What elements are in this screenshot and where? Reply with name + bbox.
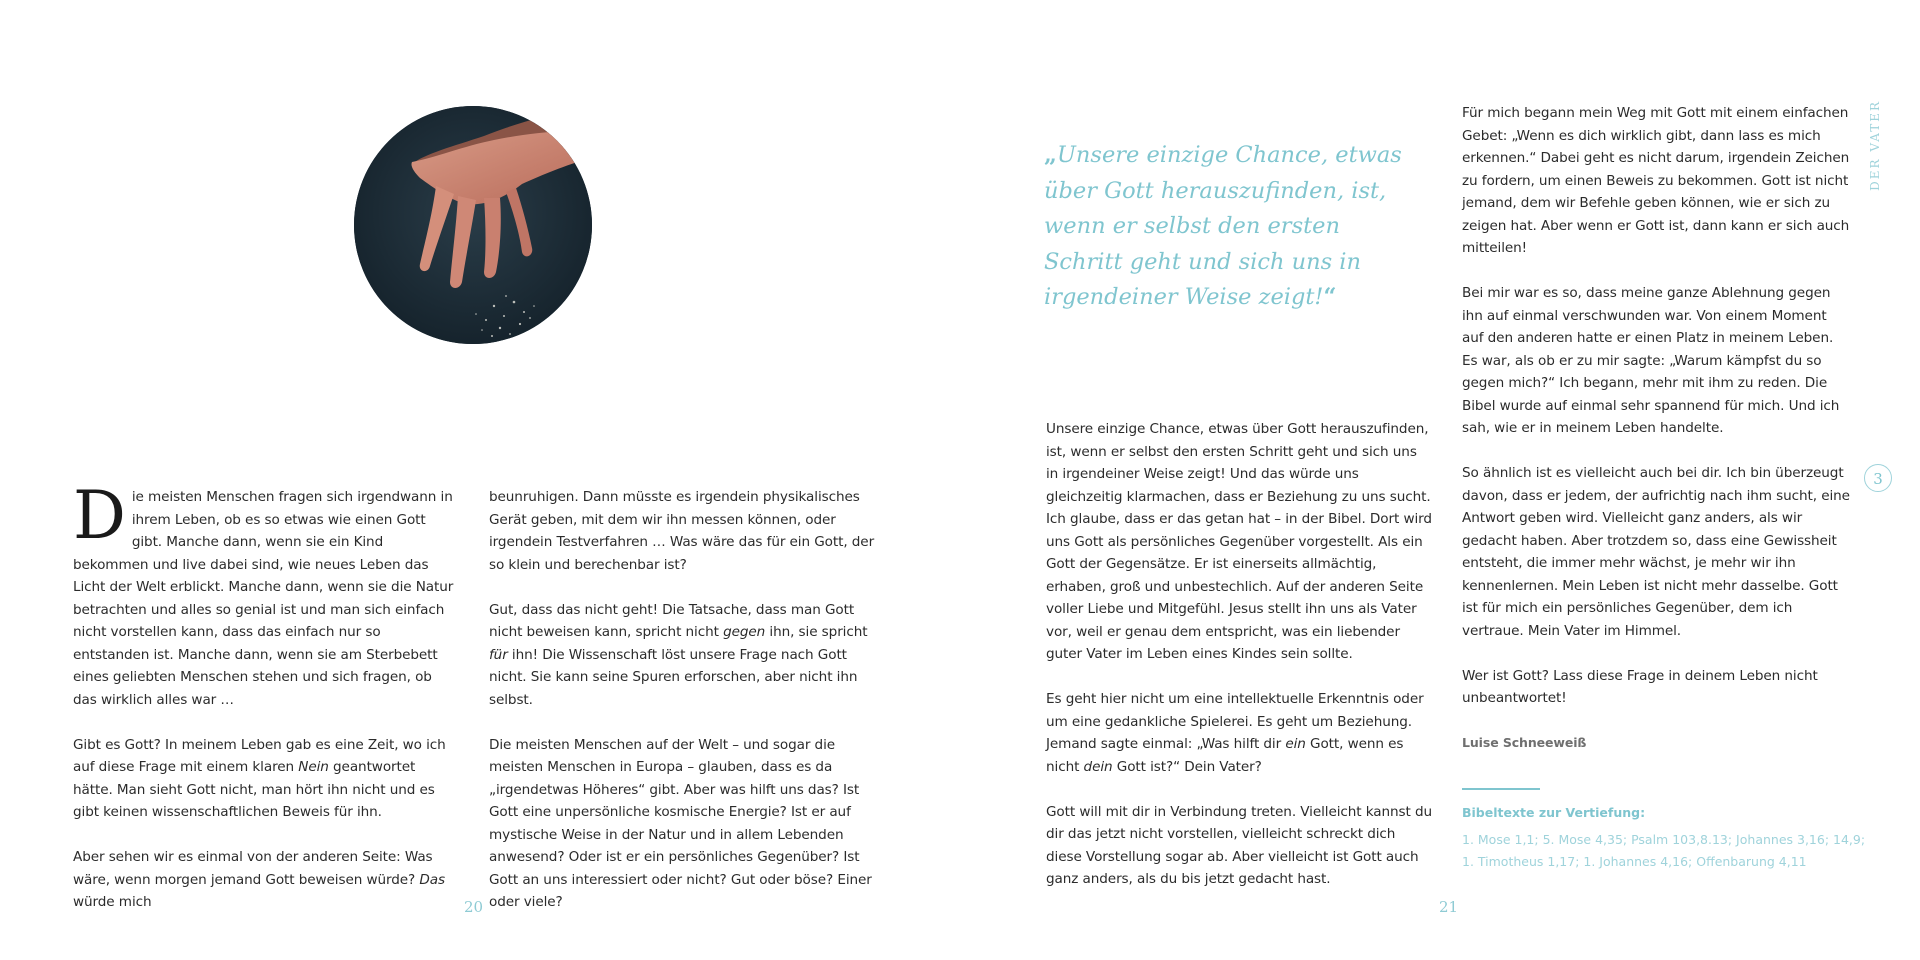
paragraph: Bei mir war es so, dass meine ganze Ablehnung gegen ihn auf einmal verschwunden war. Von einem Moment auf den anderen hatte er einen Platz in meinem Leben. Es war, als ob er zu mir sagte: „Warum kämpfst du so gegen mich?“ Ich begann, mehr mit ihm zu reden. Die Bibel wurde auf einmal sehr spannend für mich. Und ich sah, wie er in meinem Leben handelte. <box>1462 285 1840 436</box>
bible-refs <box>1462 829 1882 872</box>
bible-refs-line: 1. Mose 1,1; 5. Mose 4,35; Psalm 103,8.13; Johannes 3,16; 14,9; <box>1462 832 1866 847</box>
paragraph: Für mich begann mein Weg mit Gott mit einem einfachen Gebet: „Wenn es dich wirklich gibt, dann lass es mich erkennen.“ Dabei geht es nicht darum, irgendein Zeichen zu fordern, um einen Beweis zu bekommen. Gott ist nicht jemand, dem wir Befehle geben können, wie er sich zu zeigen hat. Aber wenn er Gott ist, dann kann er sich auch mitteilen! <box>1462 105 1850 256</box>
paragraph: Die meisten Menschen auf der Welt – und sogar die meisten Menschen in Europa – glauben, dass es da „irgendetwas Höheres“ gibt. Aber was hilft uns das? Ist Gott eine unpersönliche kosmische Energie? Ist er auf mystische Weise in der Natur und in allem Lebenden anwesend? Oder ist er ein persönliches Gegenüber? Ist Gott an uns interessiert oder nicht? Gut oder böse? Einer oder viele? <box>489 736 872 910</box>
emphasis: Nein <box>298 759 329 775</box>
paragraph <box>73 734 459 824</box>
paragraph-text: Gut, dass das nicht geht! Die Tatsache, dass man Gott nicht beweisen kann, spricht nicht <box>489 601 855 640</box>
paragraph-text: ihn, sie spricht <box>765 624 868 640</box>
paragraph-text: Aber sehen wir es einmal von der anderen Seite: Was wäre, wenn morgen jemand Gott beweisen würde? <box>73 849 433 888</box>
paragraph-text: würde mich <box>73 894 152 910</box>
text-column-1 <box>73 477 459 914</box>
emphasis: Das <box>419 871 445 888</box>
quote-close-mark: “ <box>1323 284 1337 310</box>
quote-text: Unsere einzige Chance, etwas über Gott herauszufinden, ist, wenn er selbst den ersten Schritt geht und sich uns in irgendeiner Weise zeigt! <box>1044 142 1402 310</box>
emphasis: dein <box>1083 758 1113 775</box>
paragraph: Gott will mit dir in Verbindung treten. Vielleicht kannst du dir das jetzt nicht vorstellen, vielleicht schreckt dich diese Vorstellung sogar ab. Aber vielleicht ist Gott auch ganz anders, als du bis jetzt gedacht hast. <box>1046 803 1433 887</box>
bible-refs-title: Bibeltexte zur Vertiefung: <box>1462 805 1646 820</box>
paragraph-text: Gibt es Gott? In meinem Leben gab es eine Zeit, wo ich auf diese Frage mit einem klaren <box>73 736 446 775</box>
author-name: Luise Schneeweiß <box>1462 735 1587 750</box>
paragraph <box>73 477 459 711</box>
text-column-2 <box>489 486 875 914</box>
bible-refs-line: 1. Timotheus 1,17; 1. Johannes 4,16; Offenbarung 4,11 <box>1462 853 1807 869</box>
quote-open-mark: „ <box>1044 142 1057 168</box>
paragraph-text: geantwortet hätte. Man sieht Gott nicht, man hört ihn nicht und es gibt keinen wissenschaftlichen Beweis für ihn. <box>73 759 435 820</box>
page-number: 21 <box>1439 898 1459 916</box>
emphasis: ein <box>1285 736 1306 752</box>
divider <box>1462 788 1540 790</box>
paragraph: beunruhigen. Dann müsste es irgendein physikalisches Gerät geben, mit dem wir ihn messen können, oder irgendein Testverfahren … Was wäre das für ein Gott, der so klein und berechenbar ist? <box>489 489 875 573</box>
paragraph <box>489 599 875 712</box>
paragraph: So ähnlich ist es vielleicht auch bei dir. Ich bin überzeugt davon, dass er jedem, der aufrichtig nach ihm sucht, eine Antwort geben wird. Vielleicht ganz anders, als wir gedacht haben. Aber trotzdem so, dass eine Gewissheit entsteht, die immer mehr wächst, je mehr wir ihn kennenlernen. Mein Leben ist nicht mehr dasselbe. Gott ist für mich ein persönliches Gegenüber, dem ich vertraue. Mein Vater im Himmel. <box>1462 465 1850 639</box>
drop-cap: D <box>73 477 126 554</box>
paragraph <box>1046 688 1432 778</box>
paragraph-text: Gott ist?“ Dein Vater? <box>1112 758 1262 775</box>
pull-quote <box>1044 138 1424 316</box>
emphasis: für <box>489 646 508 663</box>
paragraph-text: Gott, wenn es nicht <box>1046 736 1404 775</box>
paragraph-text: ihn! Die Wissenschaft löst unsere Frage nach Gott nicht. Sie kann seine Spuren erforschen, aber nicht ihn selbst. <box>489 646 858 708</box>
emphasis: gegen <box>723 624 766 640</box>
paragraph <box>73 846 459 914</box>
paragraph-text: ie meisten Menschen fragen sich irgendwann in ihrem Leben, ob es so etwas wie einen Gott gibt. Manche dann, wenn sie ein Kind bekommen und live dabei sind, wie neues Leben das Licht der Welt erblickt. Manche dann, wenn sie die Natur betrachten und alles so genial ist und man sich einfach nicht vorstellen kann, dass das einfach nur so entstanden ist. Manche dann, wenn sie am Sterbebett eines geliebten Menschen stehen und sich fragen, ob das wirklich alles war … <box>73 489 454 708</box>
paragraph: Unsere einzige Chance, etwas über Gott herauszufinden, ist, wenn er selbst den ersten Schritt geht und sich uns in irgendeiner Weise zeigt! Und das würde uns gleichzeitig klarmachen, dass er Beziehung zu uns sucht. Ich glaube, dass er das getan hat – in der Bibel. Dort wird uns Gott als persönliches Gegenüber vorgestellt. Als ein Gott der Gegensätze. Er ist einerseits allmächtig, erhaben, groß und unbestechlich. Auf der anderen Seite voller Liebe und Mitgefühl. Jesus stellt ihn uns als Vater vor, weil er genau dem entspricht, was ein liebender guter Vater im Leben eines Kindes sein sollte. <box>1046 421 1432 662</box>
running-head: DER VATER <box>1868 100 1882 191</box>
text-column-4 <box>1462 102 1850 755</box>
paragraph-text: Es geht hier nicht um eine intellektuelle Erkenntnis oder um eine gedankliche Spielerei. Es geht um Beziehung. Jemand sagte einmal: „Was hilft dir <box>1046 691 1424 752</box>
chapter-number-badge: 3 <box>1864 464 1892 492</box>
page-number: 20 <box>464 898 484 916</box>
paragraph: Wer ist Gott? Lass diese Frage in deinem Leben nicht unbeantwortet! <box>1462 667 1818 706</box>
hand-sprinkling-icon <box>354 106 592 344</box>
text-column-3 <box>1046 418 1432 891</box>
